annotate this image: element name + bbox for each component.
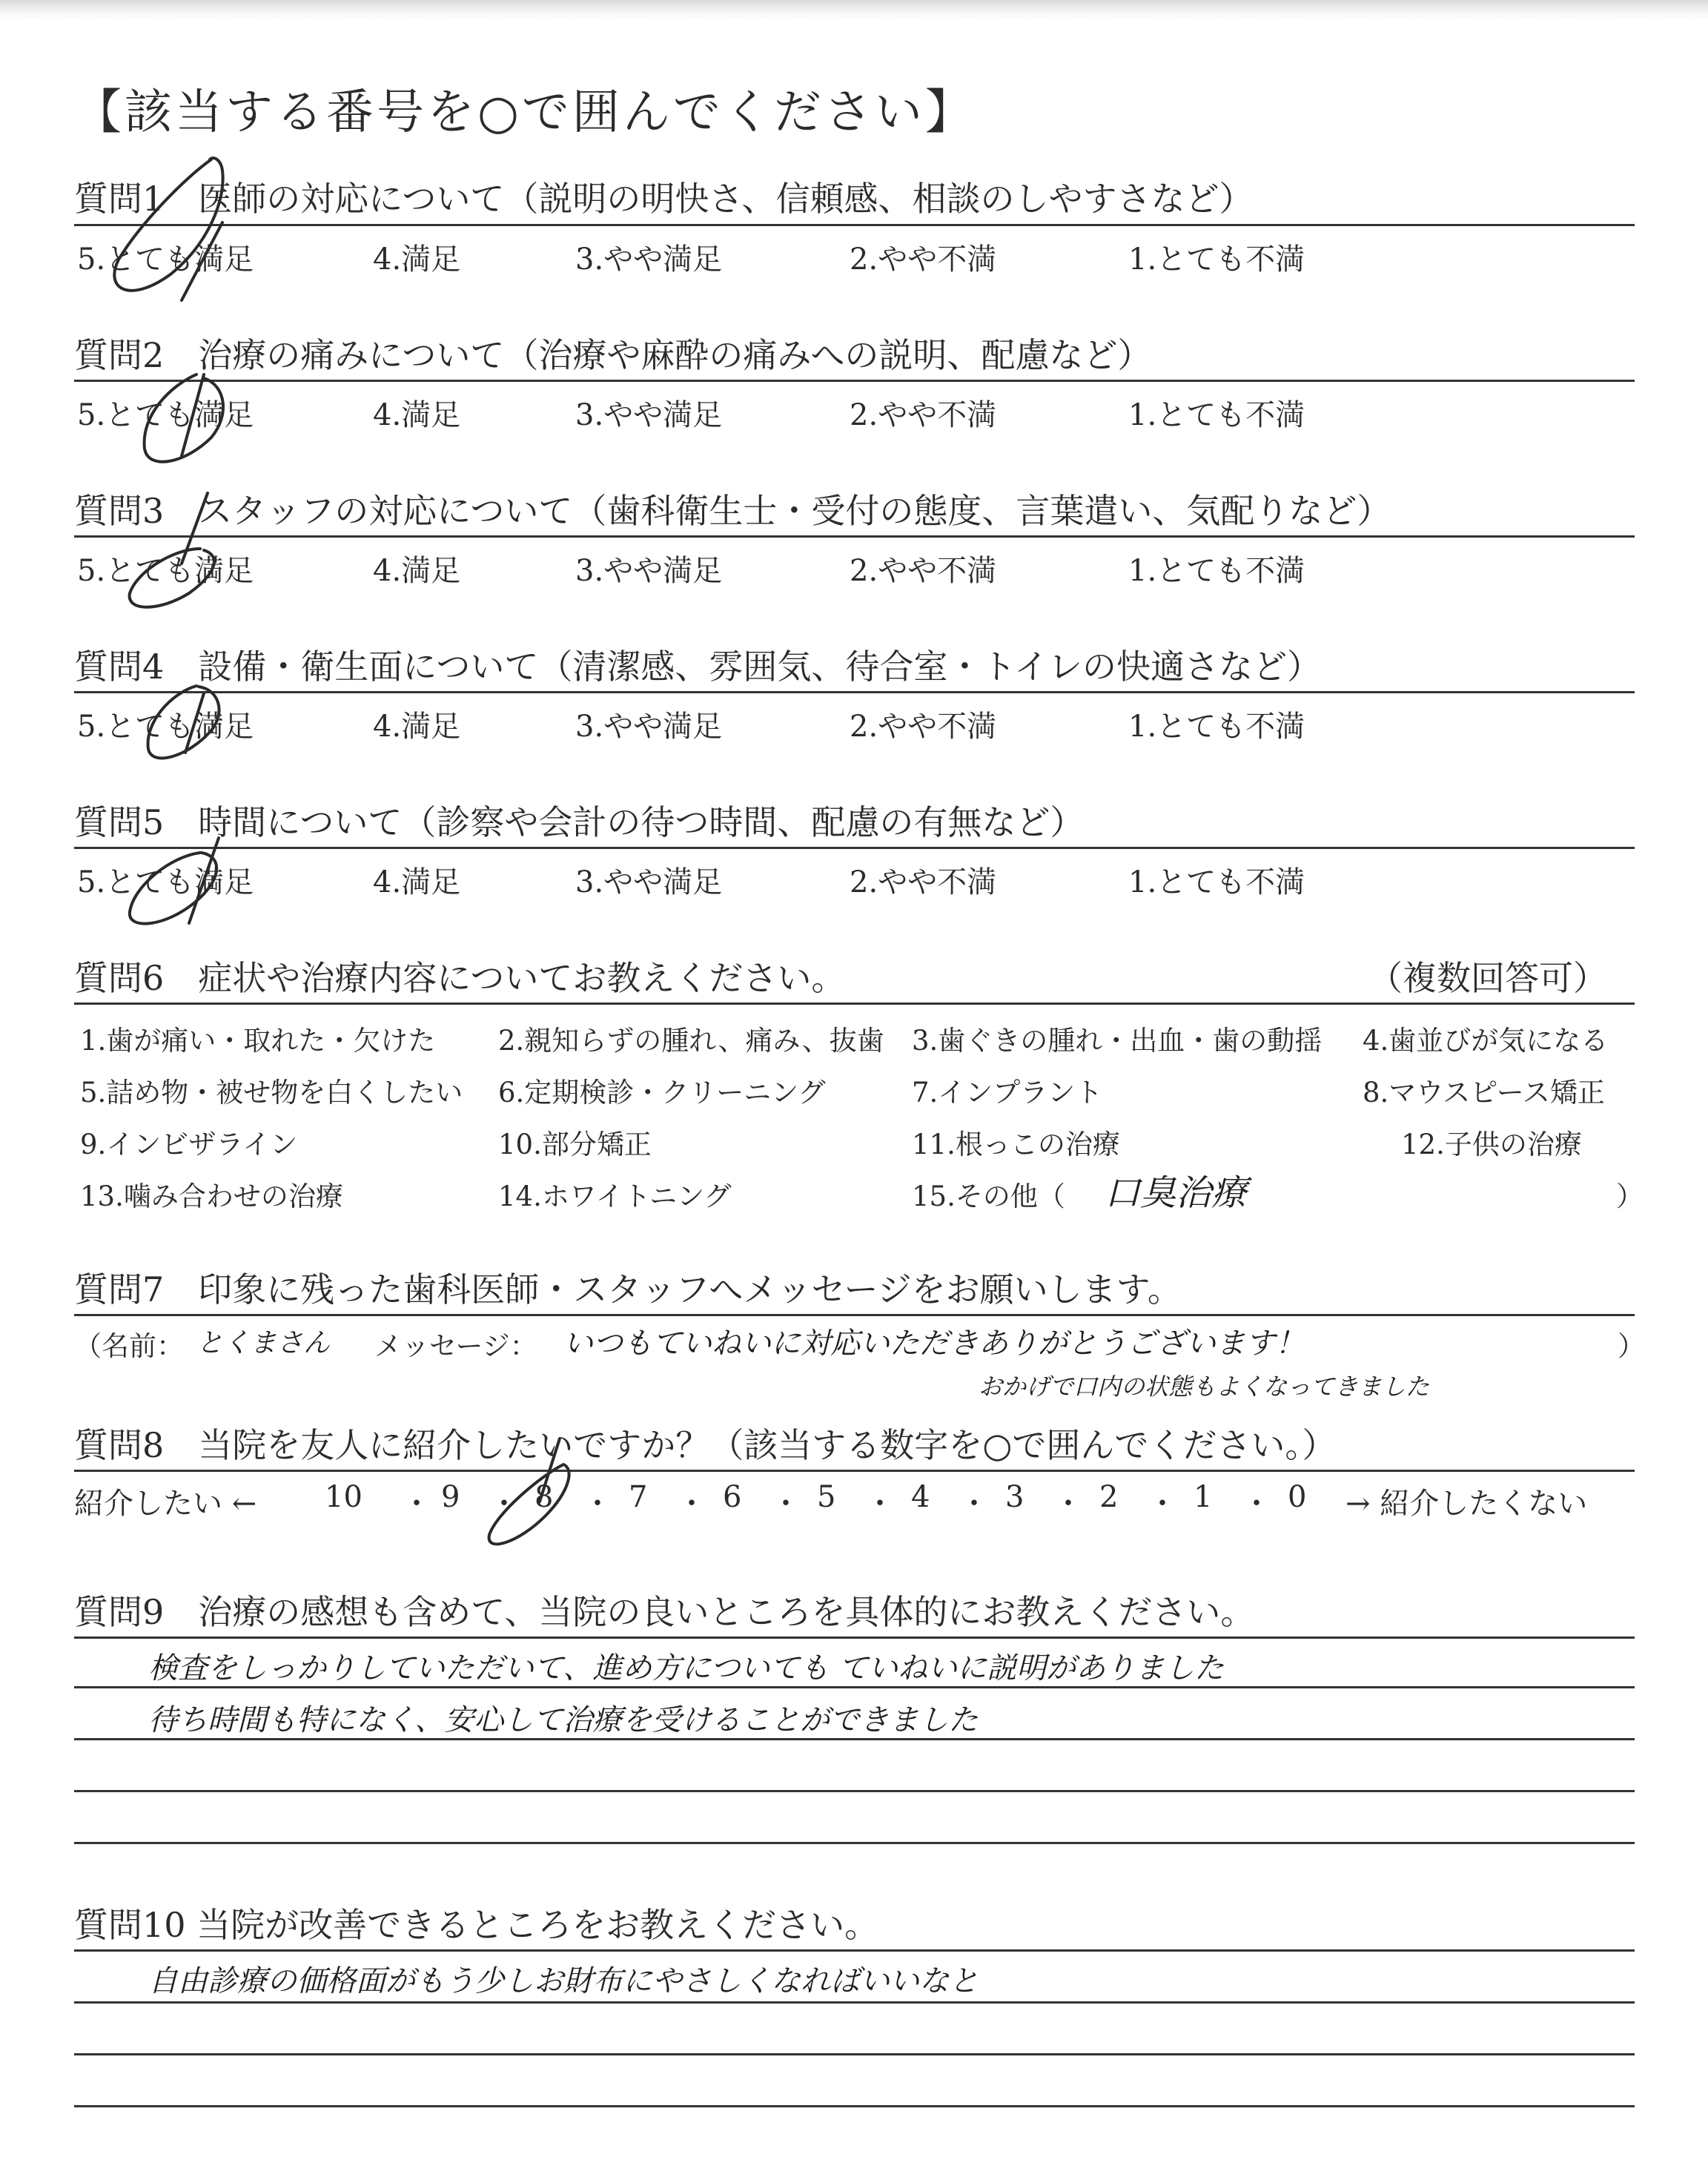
question-6-note: （複数回答可） <box>1368 958 1607 998</box>
q8-left-label: 紹介したい ← <box>74 1487 257 1521</box>
q7-close: ） <box>1618 1330 1645 1362</box>
q6-item-14[interactable]: 14.ホワイトニング <box>498 1180 732 1212</box>
q4-option-1[interactable]: 1.とても不満 <box>1128 710 1305 744</box>
q4-option-2[interactable]: 2.やや不満 <box>850 710 997 744</box>
q10-answer-line-1: 自由診療の価格面がもう少しお財布にやさしくなればいいなと <box>148 1964 979 1998</box>
q4-option-5[interactable]: 5.とても満足 <box>77 710 254 744</box>
q8-right-label: → 紹介したくない <box>1345 1487 1588 1521</box>
q8-scale-10[interactable]: 10 <box>325 1480 363 1514</box>
q1-selection-stroke <box>182 222 222 300</box>
q8-scale-9[interactable]: 9 <box>441 1480 460 1514</box>
q2-option-2[interactable]: 2.やや不満 <box>850 398 997 432</box>
q8-scale-6[interactable]: 6 <box>723 1480 742 1514</box>
q1-option-4[interactable]: 4.満足 <box>373 242 461 277</box>
q8-dot: ・ <box>402 1487 431 1521</box>
q8-dot: ・ <box>771 1487 801 1521</box>
q5-option-5[interactable]: 5.とても満足 <box>77 865 254 899</box>
q4-selection-circle <box>148 686 219 758</box>
q6-item-15[interactable]: 15.その他（ <box>912 1180 1065 1212</box>
q5-option-2[interactable]: 2.やや不満 <box>850 865 997 899</box>
q7-message-line-1: いつもていねいに対応いただきありがとうございます！ <box>563 1327 1305 1361</box>
q1-option-5[interactable]: 5.とても満足 <box>77 242 254 277</box>
question-2-label: 質問2 治療の痛みについて（治療や麻酔の痛みへの説明、配慮など） <box>74 335 1152 375</box>
question-9-label: 質問9 治療の感想も含めて、当院の良いところを具体的にお教えください。 <box>74 1592 1255 1632</box>
q6-item-1[interactable]: 1.歯が痛い・取れた・欠けた <box>80 1025 436 1057</box>
q2-option-5[interactable]: 5.とても満足 <box>77 398 254 432</box>
question-4-label: 質問4 設備・衛生面について（清潔感、雰囲気、待合室・トイレの快適さなど） <box>74 647 1322 687</box>
q3-option-2[interactable]: 2.やや不満 <box>850 554 997 588</box>
q6-item-3[interactable]: 3.歯ぐきの腫れ・出血・歯の動揺 <box>912 1025 1323 1057</box>
question-10-label: 質問10 当院が改善できるところをお教えください。 <box>74 1905 879 1945</box>
q2-option-4[interactable]: 4.満足 <box>373 398 461 432</box>
q4-option-3[interactable]: 3.やや満足 <box>575 710 723 744</box>
q5-option-1[interactable]: 1.とても不満 <box>1128 865 1305 899</box>
q3-option-1[interactable]: 1.とても不満 <box>1128 554 1305 588</box>
q6-item-10[interactable]: 10.部分矯正 <box>498 1129 652 1160</box>
q6-item-6[interactable]: 6.定期検診・クリーニング <box>498 1077 826 1109</box>
q7-name-value: とくまさん <box>196 1328 331 1358</box>
question-5-label: 質問5 時間について（診察や会計の待つ時間、配慮の有無など） <box>74 802 1085 842</box>
q6-other-answer: 口臭治療 <box>1105 1172 1248 1214</box>
q8-scale-4[interactable]: 4 <box>911 1480 930 1514</box>
q9-answer-line-1: 検査をしっかりしていただいて、進め方についても ていねいに説明がありました <box>148 1651 1225 1685</box>
q8-scale-8[interactable]: 8 <box>534 1480 554 1514</box>
q8-dot: ・ <box>583 1487 612 1521</box>
q3-option-4[interactable]: 4.満足 <box>373 554 461 588</box>
q6-item-11[interactable]: 11.根っこの治療 <box>912 1129 1120 1160</box>
q3-option-3[interactable]: 3.やや満足 <box>575 554 723 588</box>
q6-item-13[interactable]: 13.噛み合わせの治療 <box>80 1180 343 1212</box>
q3-selection-circle <box>130 549 214 607</box>
q7-message-line-2: おかげで口内の状態もよくなってきました <box>979 1373 1430 1401</box>
q6-item-7[interactable]: 7.インプラント <box>912 1077 1103 1109</box>
q8-scale-0[interactable]: 0 <box>1288 1480 1307 1514</box>
q8-dot: ・ <box>865 1487 895 1521</box>
q6-item-2[interactable]: 2.親知らずの腫れ、痛み、抜歯 <box>498 1025 884 1057</box>
q5-option-4[interactable]: 4.満足 <box>373 865 461 899</box>
q8-scale-2[interactable]: 2 <box>1099 1480 1119 1514</box>
q1-option-3[interactable]: 3.やや満足 <box>575 242 723 277</box>
form-heading: 【該当する番号を○で囲んでください】 <box>74 85 976 140</box>
q2-option-1[interactable]: 1.とても不満 <box>1128 398 1305 432</box>
q3-selection-stroke <box>182 493 208 564</box>
q4-option-4[interactable]: 4.満足 <box>373 710 461 744</box>
q9-answer-line-2: 待ち時間も特になく、安心して治療を受けることができました <box>148 1703 979 1737</box>
q8-dot: ・ <box>489 1487 519 1521</box>
q6-item-8[interactable]: 8.マウスピース矯正 <box>1363 1077 1605 1109</box>
q8-dot: ・ <box>1053 1487 1083 1521</box>
q5-selection-circle <box>130 853 216 924</box>
q7-message-label: メッセージ： <box>374 1330 537 1362</box>
q7-name-label: （名前： <box>74 1330 184 1362</box>
question-8-label: 質問8 当院を友人に紹介したいですか？（該当する数字を○で囲んでください。） <box>74 1425 1337 1465</box>
q2-selection-stroke <box>182 374 204 456</box>
q6-item-9[interactable]: 9.インビザライン <box>80 1129 298 1160</box>
q3-option-5[interactable]: 5.とても満足 <box>77 554 254 588</box>
q8-scale-7[interactable]: 7 <box>629 1480 648 1514</box>
q2-option-3[interactable]: 3.やや満足 <box>575 398 723 432</box>
q1-selection-circle <box>114 158 222 291</box>
q8-scale-1[interactable]: 1 <box>1194 1480 1213 1514</box>
q8-scale-5[interactable]: 5 <box>817 1480 836 1514</box>
q8-scale-3[interactable]: 3 <box>1005 1480 1025 1514</box>
question-1-label: 質問1 医師の対応について（説明の明快さ、信頼感、相談のしやすさなど） <box>74 179 1254 219</box>
q6-item-12[interactable]: 12.子供の治療 <box>1401 1129 1582 1160</box>
q8-dot: ・ <box>959 1487 989 1521</box>
q8-selection-circle <box>489 1464 569 1544</box>
q8-dot: ・ <box>1148 1487 1177 1521</box>
q5-option-3[interactable]: 3.やや満足 <box>575 865 723 899</box>
q6-item-5[interactable]: 5.詰め物・被せ物を白くしたい <box>80 1077 463 1109</box>
q8-selection-stroke <box>540 1439 560 1502</box>
q1-option-2[interactable]: 2.やや不満 <box>850 242 997 277</box>
q8-dot: ・ <box>1242 1487 1271 1521</box>
question-3-label: 質問3 スタッフの対応について（歯科衛生士・受付の態度、言葉遣い、気配りなど） <box>74 491 1391 531</box>
question-6-label: 質問6 症状や治療内容についてお教えください。 <box>74 958 846 998</box>
q6-other-close: ） <box>1616 1180 1644 1212</box>
question-7-label: 質問7 印象に残った歯科医師・スタッフへメッセージをお願いします。 <box>74 1269 1182 1309</box>
q1-option-1[interactable]: 1.とても不満 <box>1128 242 1305 277</box>
q6-item-4[interactable]: 4.歯並びが気になる <box>1363 1025 1609 1057</box>
q8-dot: ・ <box>677 1487 706 1521</box>
